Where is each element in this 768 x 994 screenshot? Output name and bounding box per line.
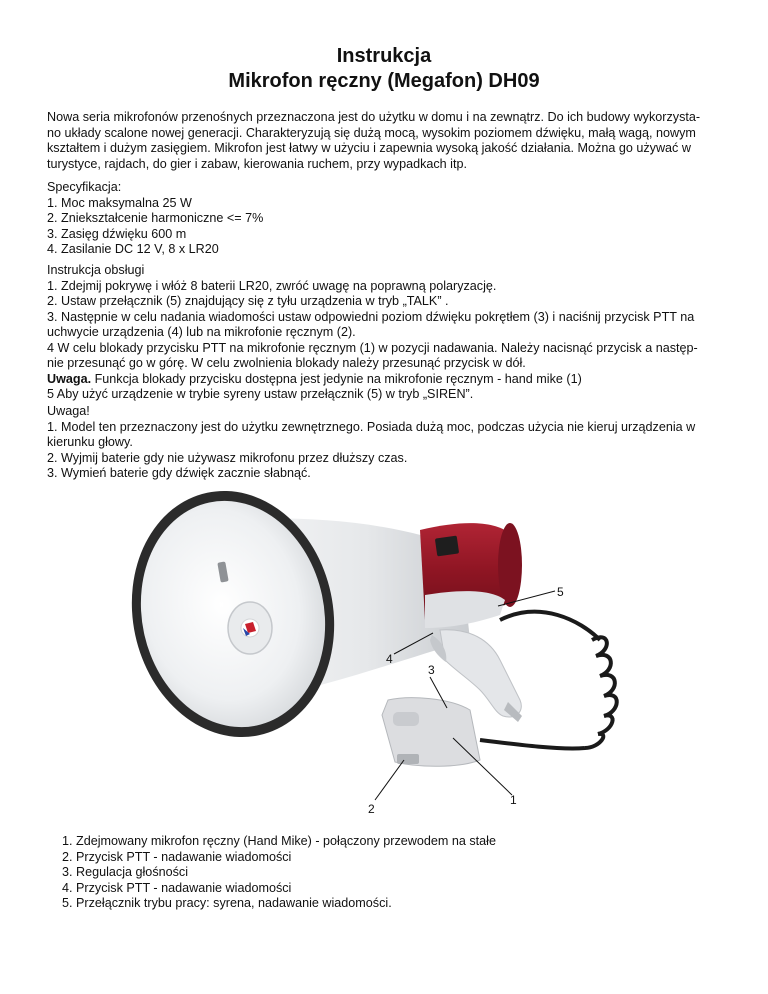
instructions-line: 2. Ustaw przełącznik (5) znajdujący się z tyłu urządzenia w tryb „TALK” . [47, 294, 449, 308]
legend-item: 3. Regulacja głośności [62, 865, 189, 879]
callout-2: 2 [368, 802, 375, 816]
callout-5: 5 [557, 585, 564, 599]
spec-heading: Specyfikacja: [47, 180, 122, 194]
intro-line: no układy scalone nowej generacji. Charakteryzują się dużą mocą, wysokim poziomem dźwięku, małą wagą, nowym [47, 125, 696, 140]
instructions-line: 5 Aby użyć urządzenie w trybie syreny ustaw przełącznik (5) w tryb „SIREN”. [47, 387, 474, 401]
rear-cap [498, 523, 522, 607]
warning-line: 1. Model ten przeznaczony jest do użytku zewnętrznego. Posiada dużą moc, podczas użycia nie kieruj urządzenia w [47, 419, 696, 434]
instructions-line: 3. Następnie w celu nadania wiadomości ustaw odpowiedni poziom dźwięku pokrętłem (3) i naciśnij przycisk PTT na [47, 309, 695, 324]
warning-line: 3. Wymień baterie gdy dźwięk zacznie słabnąć. [47, 466, 311, 480]
intro-line: Nowa seria mikrofonów przenośnych przeznaczona jest do użytku w domu i na zewnątrz. Do ich budowy wykorzysta- [47, 110, 701, 124]
warning-line: kierunku głowy. [47, 435, 133, 449]
note-text: Funkcja blokady przycisku dostępna jest jedynie na mikrofonie ręcznym - hand mike (1) [91, 371, 582, 386]
legend-item: 1. Zdejmowany mikrofon ręczny (Hand Mike) - połączony przewodem na stałe [62, 834, 496, 848]
mike-grille [393, 712, 419, 726]
legend-item: 5. Przełącznik trybu pracy: syrena, nadawanie wiadomości. [62, 896, 392, 910]
ptt-button [397, 754, 419, 764]
parts-legend [62, 834, 742, 912]
instructions-line: nie przesunąć go w górę. W celu zwolnienia blokady należy przesunąć przycisk w dół. [47, 356, 526, 370]
legend-item: 4. Przycisk PTT - nadawanie wiadomości [62, 880, 292, 895]
intro-line: kształtem i dużym zasięgiem. Mikrofon jest łatwy w użyciu i zapewnia wysoką jakość działania. Można go używać w [47, 141, 691, 155]
intro-line: turystyce, rajdach, do gier i zabaw, kierowania ruchem, przy wypadkach itp. [47, 156, 467, 171]
spec-item: 1. Moc maksymalna 25 W [47, 195, 192, 210]
document-subtitle: Mikrofon ręczny (Megafon) DH09 [228, 70, 540, 92]
warning-heading: Uwaga! [47, 404, 90, 418]
label-plate [435, 536, 459, 557]
legend-item: 2. Przycisk PTT - nadawanie wiadomości [62, 849, 292, 864]
callout-1: 1 [510, 793, 517, 807]
spec-item: 3. Zasięg dźwięku 600 m [47, 226, 187, 241]
callout-3: 3 [428, 663, 435, 677]
instructions-heading: Instrukcja obsługi [47, 263, 145, 277]
hand-mike [382, 698, 480, 767]
spec-item: 4. Zasilanie DC 12 V, 8 x LR20 [47, 242, 219, 256]
instructions-line: 1. Zdejmij pokrywę i włóż 8 baterii LR20, zwróć uwagę na poprawną polaryzację. [47, 278, 497, 293]
callout-4: 4 [386, 652, 393, 666]
warning-line: 2. Wyjmij baterie gdy nie używasz mikrofonu przez dłuższy czas. [47, 450, 408, 465]
instructions-line: 4 W celu blokady przycisku PTT na mikrofonie ręcznym (1) w pozycji nadawania. Należy nacisnąć przycisk a następ- [47, 340, 698, 355]
rear-housing [425, 591, 505, 628]
note-label: Uwaga. [47, 371, 92, 386]
instructions-line: uchwycie urządzenia (4) lub na mikrofonie ręcznym (2). [47, 325, 356, 339]
document-title: Instrukcja [336, 45, 432, 67]
spec-item: 2. Zniekształcenie harmoniczne <= 7% [47, 211, 264, 225]
